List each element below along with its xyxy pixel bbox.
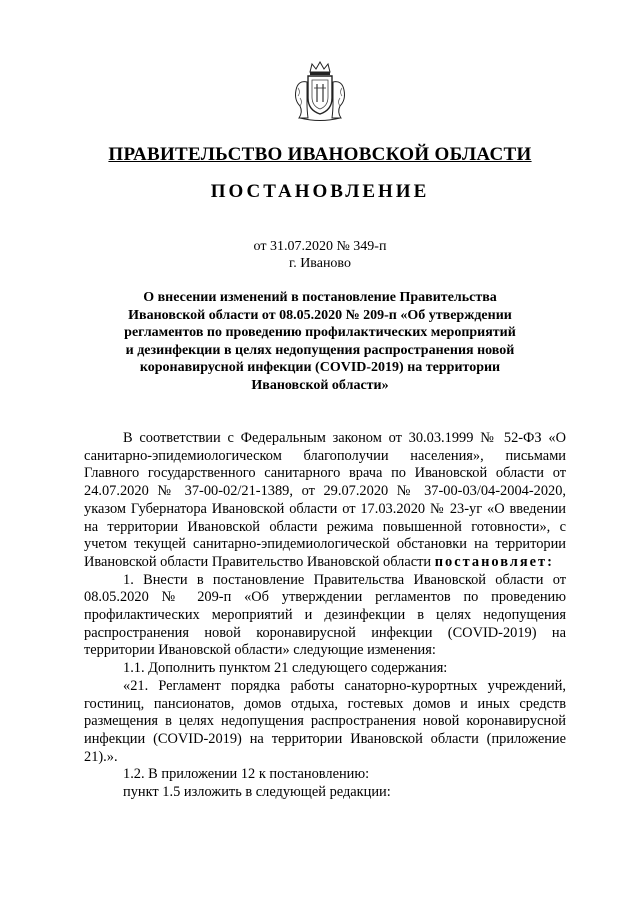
subject-line: коронавирусной инфекции (COVID-2019) на территории [139,360,501,375]
intro-paragraph [84,430,566,572]
coat-of-arms-icon [290,60,350,122]
subject-line: О внесении изменений в постановление Правительства [143,290,497,305]
subject-line: Ивановской области от 08.05.2020 № 209-п «Об утверждении [128,307,512,323]
subject-line: Ивановской области» [251,377,389,393]
paragraph-1-1: 1.1. Дополнить пунктом 21 следующего содержания: [123,660,448,677]
city: г. Иваново [289,256,351,271]
paragraph-1-2: 1.2. В приложении 12 к постановлению: [123,766,370,783]
date-and-number: от 31.07.2020 № 349-п [253,239,387,254]
resolution-subject [110,289,530,394]
resolves-word: постановляет: [434,553,554,570]
document-type-title: ПОСТАНОВЛЕНИЕ [210,181,430,202]
quote-point-21: «21. Регламент порядка работы санаторно-курортных учреждений, гостиниц, пансионатов, домов отдыха, гостевых домов и иных средств размещения в целях недопущения распространения новой коронавирусной инфекции (COVID-2019) на территории Ивановской области (приложение 21).». [84,677,566,765]
paragraph-1: 1. Внести в постановление Правительства Ивановской области от 08.05.2020 № 209-п «Об утверждении регламентов по проведению профилактических мероприятий и дезинфекции в целях недопущения распространения новой коронавирусной инфекции (COVID-2019) на территории Ивановской области» следующие изменения: [84,571,566,659]
point-1-5: пункт 1.5 изложить в следующей редакции: [123,784,391,801]
intro-text: В соответствии с Федеральным законом от 30.03.1999 № 52-ФЗ «О санитарно-эпидемиологическом благополучии населения», письмами Главного государственного санитарного врача по Ивановской области от 24.07.2020 № 37-00-02/21-1389, от 29.07.2020 № 37-00-03/04-2004-2020, указом Губернатора Ивановской области от 17.03.2020 № 23-уг «О введении на территории Ивановской области режима повышенной готовности», с учетом текущей санитарно-эпидемиологической обстановки на территории Ивановской области Правительство Ивановской области [84,430,566,570]
subject-line: и дезинфекции в целях недопущения распространения новой [125,342,515,358]
government-title: ПРАВИТЕЛЬСТВО ИВАНОВСКОЙ ОБЛАСТИ [108,144,532,165]
subject-line: регламентов по проведению профилактических мероприятий [124,325,516,340]
resolution-body [84,430,566,802]
